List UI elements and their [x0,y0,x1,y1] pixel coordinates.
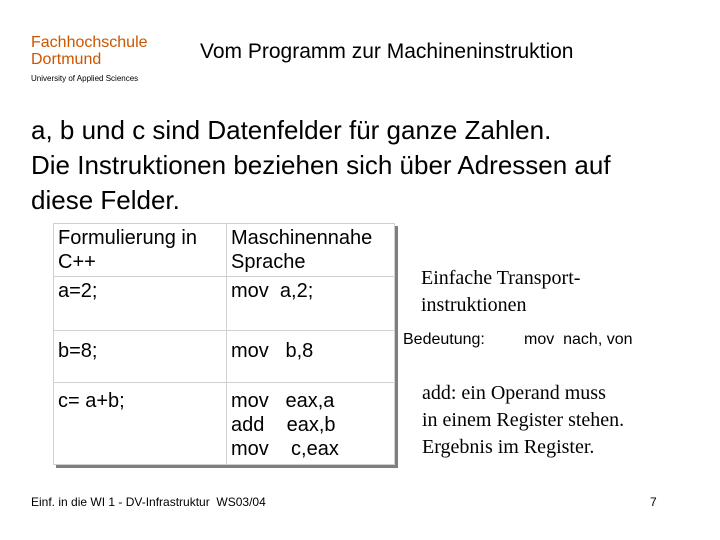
slide-title: Vom Programm zur Machineninstruktion [200,40,574,63]
table-header-row [54,224,395,277]
logo-line-1: Fachhochschule [31,34,148,51]
logo-line-2: Dortmund [31,51,102,68]
transport-note [421,265,580,319]
asm-code: add eax,b [231,414,336,436]
intro-text [31,113,691,218]
intro-line: a, b und c sind Datenfelder für ganze Zahlen. [31,115,552,145]
asm-code: mov eax,a [231,390,335,412]
asm-code: mov b,8 [231,340,314,362]
header-line: Sprache [231,251,306,273]
header-cell-machine [227,224,395,277]
cpp-code: b=8; [58,340,98,362]
bedeutung-label: Bedeutung: [403,331,485,348]
asm-cell [227,277,395,331]
note-line: in einem Register stehen. [422,409,625,431]
asm-cell [227,331,395,383]
logo-subtitle: University of Applied Sciences [31,74,139,83]
table-row [54,383,395,465]
cpp-cell [54,277,227,331]
table-row [54,277,395,331]
add-note [422,380,624,461]
page-number: 7 [650,495,657,509]
cpp-code: c= a+b; [58,390,125,412]
header-line: Maschinennahe [231,227,373,249]
table-row [54,331,395,383]
cpp-cell [54,383,227,465]
code-comparison-table [53,223,395,465]
intro-line: Die Instruktionen beziehen sich über Adressen auf [31,150,611,180]
note-line: add: ein Operand muss [422,382,606,404]
cpp-cell [54,331,227,383]
header-line: Formulierung in [58,227,197,249]
asm-code: mov a,2; [231,280,314,302]
note-line: instruktionen [421,294,527,316]
cpp-code: a=2; [58,280,98,302]
asm-cell [227,383,395,465]
header-line: C++ [58,251,96,273]
note-line: Ergebnis im Register. [422,436,595,458]
intro-line: diese Felder. [31,185,180,215]
header-cell-cpp [54,224,227,277]
note-line: Einfache Transport- [421,267,581,289]
asm-code: mov c,eax [231,438,339,460]
bedeutung-value: mov nach, von [524,331,633,348]
footer-course: Einf. in die WI 1 - DV-Infrastruktur WS03/04 [31,495,266,509]
